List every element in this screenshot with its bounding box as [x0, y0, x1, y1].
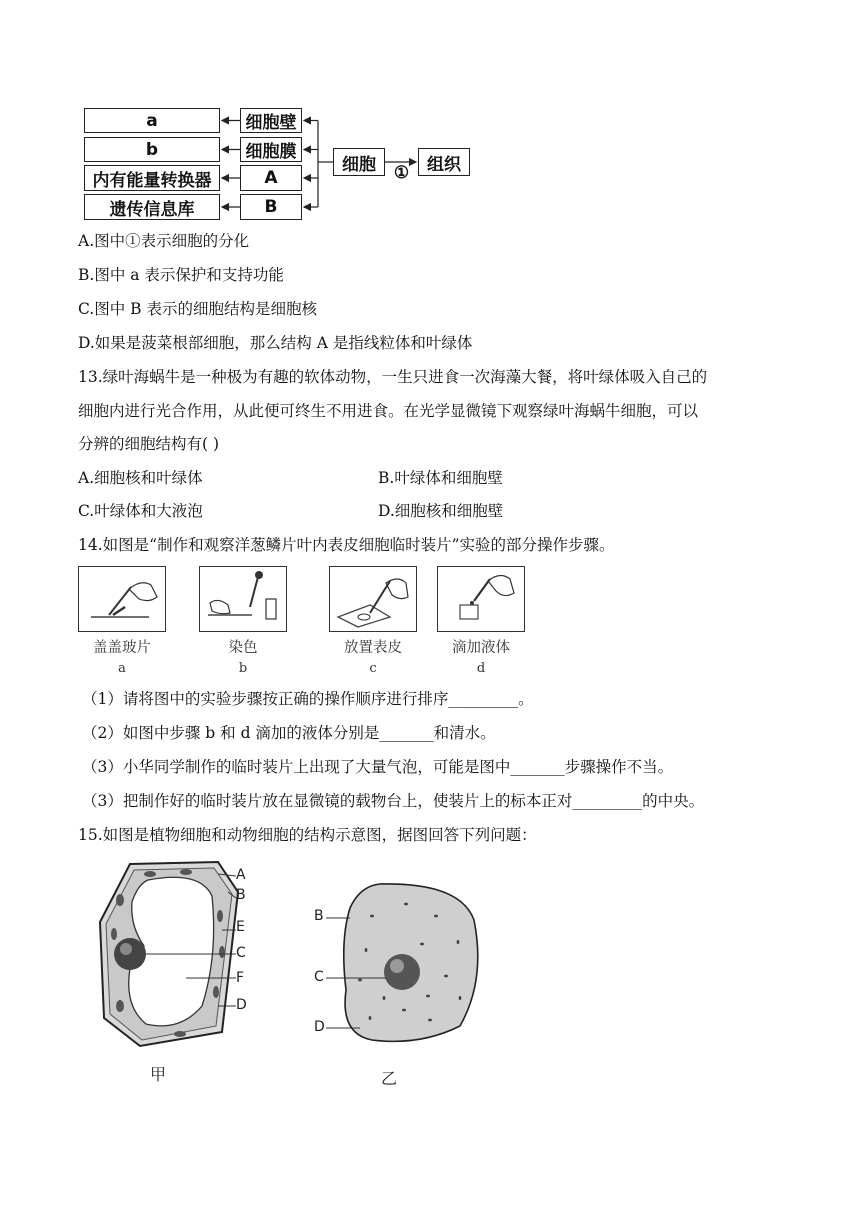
q13-option-b: B.叶绿体和细胞壁: [378, 469, 503, 487]
plant-cell-diagram: [90, 856, 260, 1056]
cover-slip-icon: [79, 567, 165, 631]
box-energy-label: 内有能量转换器: [92, 170, 212, 191]
box-b-label: b: [145, 139, 159, 160]
q12-option-d: D.如果是菠菜根部细胞，那么结构 A 是指线粒体和叶绿体: [78, 334, 473, 352]
q12-option-c: C.图中 B 表示的细胞结构是细胞核: [78, 300, 317, 318]
plant-label-E: E: [236, 919, 245, 935]
step-d-image: [437, 566, 525, 632]
q14-sub1: （1）请将图中的实验步骤按正确的操作顺序进行排序_________。: [82, 690, 534, 708]
animal-label-D: D: [314, 1019, 325, 1035]
animal-label-B: B: [314, 908, 324, 924]
step-c-letter: c: [369, 661, 377, 676]
animal-label-C: C: [314, 969, 324, 985]
box-a-label: a: [146, 110, 158, 131]
plant-caption: 甲: [150, 1065, 167, 1084]
step-b-image: [199, 566, 287, 632]
q14-stem: 14.如图是“制作和观察洋葱鳞片叶内表皮细胞临时装片”实验的部分操作步骤。: [78, 536, 615, 554]
q13-stem-line2: 细胞内进行光合作用，从此便可终生不用进食。在光学显微镜下观察绿叶海蜗牛细胞，可以: [78, 402, 699, 420]
q13-option-d: D.细胞核和细胞壁: [378, 502, 504, 520]
q13-option-a: A.细胞核和叶绿体: [78, 469, 203, 487]
step-d-letter: d: [476, 661, 486, 676]
q12-option-a: A.图中①表示细胞的分化: [78, 232, 250, 250]
drip-liquid-icon: [438, 567, 524, 631]
box-B-label: B: [264, 197, 278, 217]
flow-arrows: [80, 100, 480, 230]
step-c-caption: 放置表皮: [344, 640, 402, 656]
q15-stem: 15.如图是植物细胞和动物细胞的结构示意图，据图回答下列问题：: [78, 826, 537, 844]
box-A-label: A: [264, 168, 278, 188]
step-b-letter: b: [238, 661, 248, 676]
q14-sub4: （3）把制作好的临时装片放在显微镜的载物台上，使装片上的标本正对_________的中央。: [82, 792, 705, 810]
plant-label-D: D: [236, 997, 247, 1013]
step-d-caption: 滴加液体: [452, 640, 510, 656]
box-cell-wall-label: 细胞壁: [245, 113, 297, 133]
box-genetic-label: 遗传信息库: [109, 199, 195, 220]
q14-sub3: （3）小华同学制作的临时装片上出现了大量气泡，可能是图中_______步骤操作不当。: [82, 758, 674, 776]
step-c-image: [329, 566, 417, 632]
q14-sub2: （2）如图中步骤 b 和 d 滴加的液体分别是_______和清水。: [82, 724, 496, 742]
q12-option-b: B.图中 a 表示保护和支持功能: [78, 266, 284, 284]
plant-label-B: B: [236, 887, 246, 903]
plant-label-A: A: [236, 867, 246, 883]
box-cell-membrane-label: 细胞膜: [245, 142, 297, 162]
stain-dropper-icon: [200, 567, 286, 631]
animal-cell-diagram: [310, 880, 490, 1050]
q13-stem-line1: 13.绿叶海蜗牛是一种极为有趣的软体动物，一生只进食一次海藻大餐，将叶绿体吸入自己的: [78, 368, 708, 386]
step-a-letter: a: [118, 661, 126, 676]
step-a-caption: 盖盖玻片: [93, 640, 151, 656]
plant-label-F: F: [236, 970, 245, 986]
q13-stem-line3: 分辨的细胞结构有( ): [78, 435, 220, 453]
box-cell-label: 细胞: [342, 154, 376, 175]
place-epidermis-icon: [330, 567, 416, 631]
step-a-image: [78, 566, 166, 632]
step-marker: ①: [393, 163, 410, 183]
box-tissue-label: 组织: [427, 154, 461, 175]
plant-label-C: C: [236, 945, 246, 961]
step-b-caption: 染色: [228, 640, 258, 656]
q13-option-c: C.叶绿体和大液泡: [78, 502, 203, 520]
animal-caption: 乙: [381, 1069, 398, 1088]
